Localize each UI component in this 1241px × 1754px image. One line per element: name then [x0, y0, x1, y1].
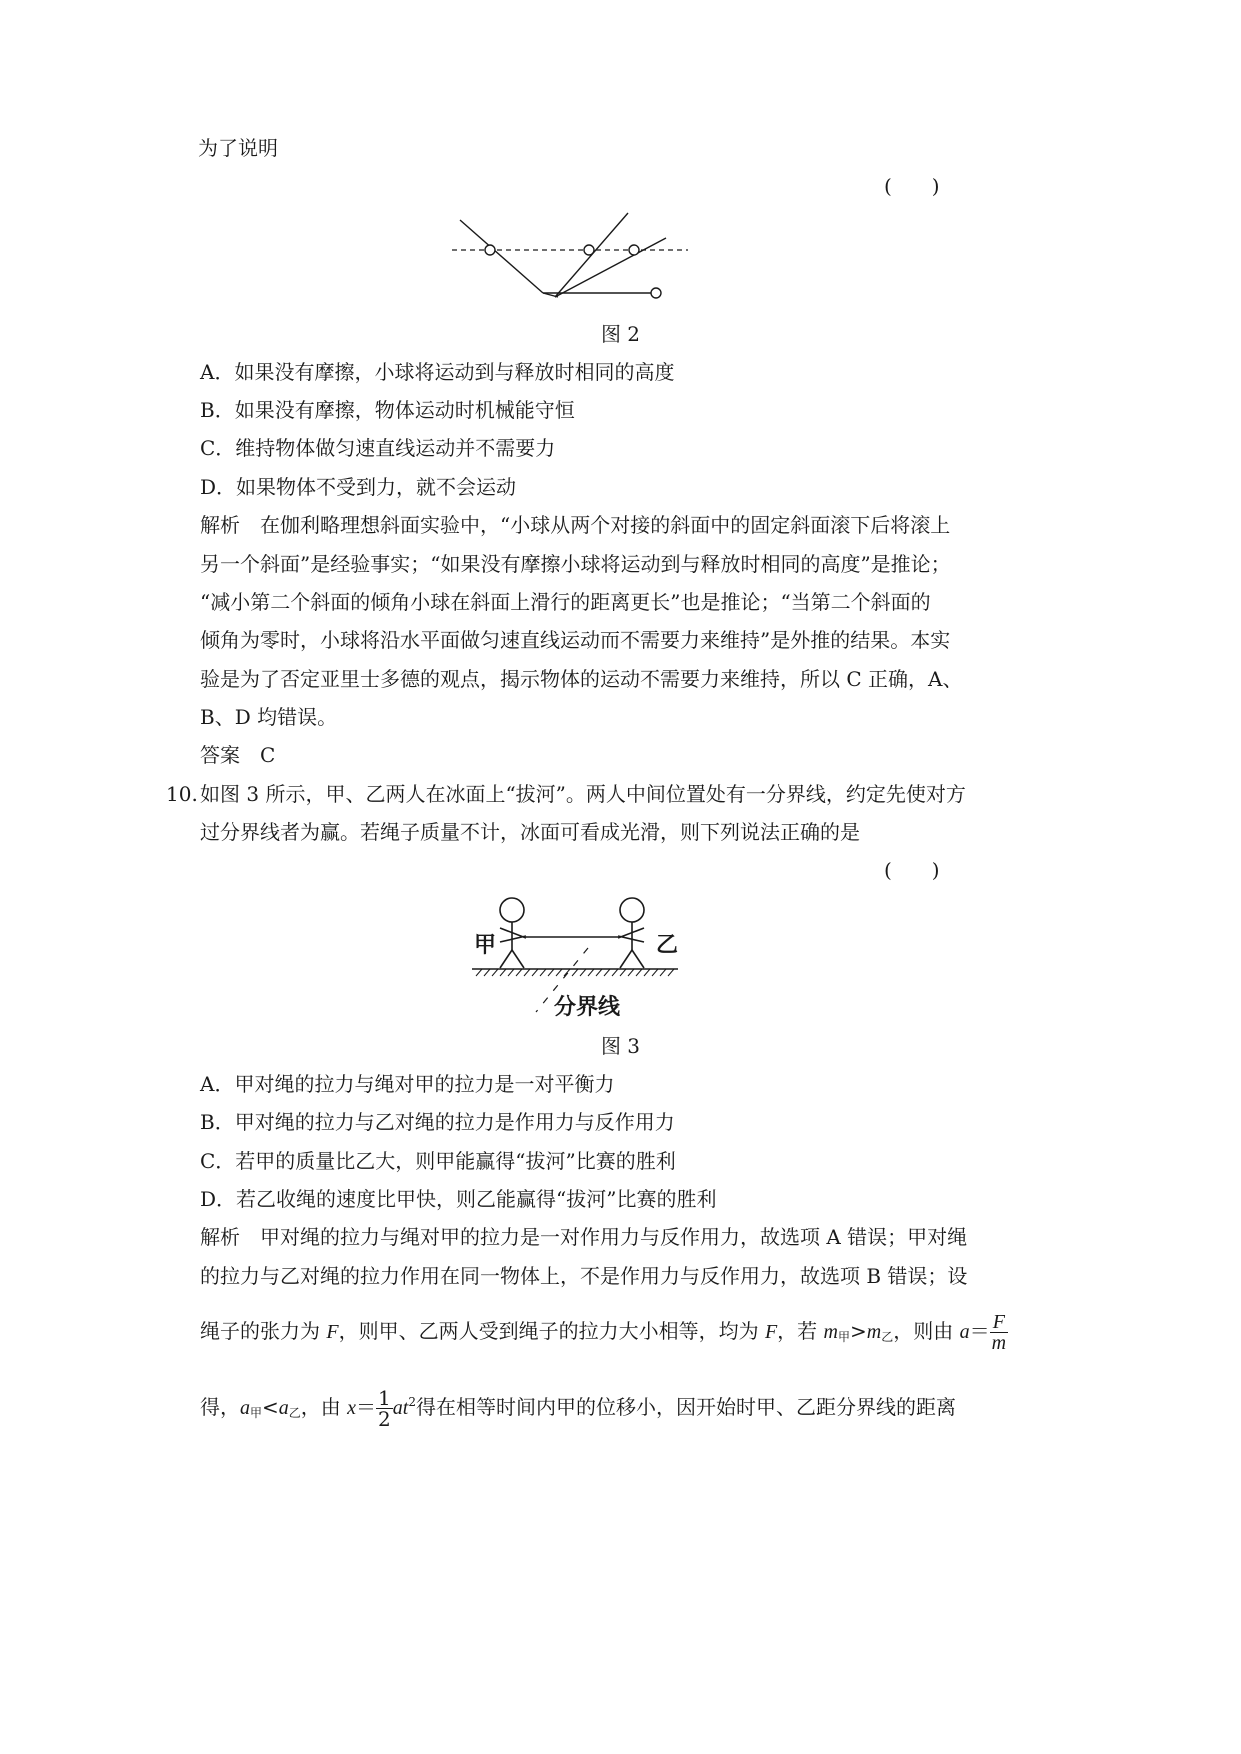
figure-2-caption: 图 2	[600, 322, 641, 346]
option-b: B．如果没有摩擦，物体运动时机械能守恒	[200, 398, 575, 422]
fraction	[376, 1388, 393, 1429]
analysis-line: 验是为了否定亚里士多德的观点，揭示物体的运动不需要力来维持，所以 C 正确，A、	[200, 667, 963, 691]
math-var: at	[392, 1397, 409, 1419]
fraction-denominator: m	[991, 1332, 1007, 1354]
math-var: F	[326, 1321, 339, 1343]
analysis-line: 倾角为零时，小球将沿水平面做匀速直线运动而不需要力来维持”是外推的结果。本实	[200, 628, 951, 652]
person-left-label: 甲	[474, 933, 497, 958]
question-stem-tail: 为了说明	[198, 136, 278, 160]
text-fragment: ，则由	[893, 1319, 960, 1343]
option-a: A．如果没有摩擦，小球将运动到与释放时相同的高度	[200, 360, 675, 384]
ball-left	[485, 245, 495, 255]
option-c: C．维持物体做匀速直线运动并不需要力	[200, 436, 556, 460]
answer-line: 答案 C	[200, 743, 276, 767]
figure-3-caption: 图 3	[600, 1034, 641, 1058]
person-right-label: 乙	[656, 933, 679, 958]
option-d: D．如果物体不受到力，就不会运动	[200, 475, 517, 499]
shallow-incline	[555, 238, 666, 297]
fraction-numerator: 1	[378, 1386, 391, 1410]
analysis-line-formula	[200, 1388, 956, 1429]
math-op: ＝	[356, 1395, 377, 1419]
fraction	[990, 1312, 1008, 1353]
divider-label: 分界线	[554, 995, 621, 1020]
analysis-line: B、D 均错误。	[200, 705, 338, 729]
text-fragment: 得在相等时间内甲的位移小，因开始时甲、乙距分界线的距离	[415, 1395, 956, 1419]
subscript: 乙	[288, 1406, 301, 1420]
person-left-head	[500, 898, 524, 922]
math-op: >	[849, 1319, 867, 1343]
option-a: A．甲对绳的拉力与绳对甲的拉力是一对平衡力	[200, 1072, 615, 1096]
option-b: B．甲对绳的拉力与乙对绳的拉力是作用力与反作用力	[200, 1110, 675, 1134]
analysis-line: 另一个斜面”是经验事实；“如果没有摩擦小球将运动到与释放时相同的高度”是推论；	[200, 552, 951, 576]
figure-2-inclined-planes	[440, 205, 700, 310]
math-var: m	[823, 1321, 838, 1343]
answer-parentheses: ( )	[884, 174, 940, 198]
ball-horizontal	[651, 288, 661, 298]
text-fragment: ，若	[777, 1319, 824, 1343]
option-d: D．若乙收绳的速度比甲快，则乙能赢得“拔河”比赛的胜利	[200, 1187, 717, 1211]
superscript: 2	[408, 1395, 416, 1409]
option-c: C．若甲的质量比乙大，则甲能赢得“拔河”比赛的胜利	[200, 1149, 676, 1173]
math-op: <	[262, 1395, 279, 1419]
figure-3-tug-of-war	[460, 890, 690, 1030]
text-fragment: 得，	[200, 1395, 240, 1419]
ball-steep	[584, 245, 594, 255]
answer-parentheses: ( )	[884, 858, 940, 882]
left-incline	[460, 220, 543, 293]
question-stem-line: 过分界线者为赢。若绳子质量不计，冰面可看成光滑，则下列说法正确的是	[200, 820, 860, 844]
analysis-line: 的拉力与乙对绳的拉力作用在同一物体上，不是作用力与反作用力，故选项 B 错误；设	[200, 1264, 968, 1288]
math-var: a	[278, 1397, 289, 1419]
analysis-line: “减小第二个斜面的倾角小球在斜面上滑行的距离更长”也是推论；“当第二个斜面的	[200, 590, 931, 614]
subscript: 甲	[837, 1330, 850, 1344]
math-var: a	[240, 1397, 250, 1419]
fraction-denominator: 2	[378, 1407, 391, 1431]
person-right-head	[620, 898, 644, 922]
analysis-line: 解析 甲对绳的拉力与绳对甲的拉力是一对作用力与反作用力，故选项 A 错误；甲对绳	[200, 1225, 968, 1249]
math-var: m	[866, 1321, 882, 1343]
analysis-line: 解析 在伽利略理想斜面实验中，“小球从两个对接的斜面中的固定斜面滚下后将滚上	[200, 513, 951, 537]
fraction-numerator: F	[990, 1312, 1008, 1333]
math-op: ＝	[969, 1319, 990, 1343]
math-var: x	[347, 1397, 357, 1419]
question-number: 10.	[166, 782, 198, 806]
analysis-line-formula	[200, 1312, 1008, 1353]
math-var: F	[764, 1321, 778, 1343]
text-fragment: 绳子的张力为	[200, 1319, 327, 1343]
question-stem-line: 如图 3 所示，甲、乙两人在冰面上“拔河”。两人中间位置处有一分界线，约定先使对方	[200, 782, 966, 806]
math-var: a	[959, 1321, 970, 1343]
ball-shallow	[629, 245, 639, 255]
subscript: 甲	[250, 1406, 263, 1420]
text-fragment: ，由	[300, 1395, 348, 1419]
subscript: 乙	[881, 1330, 894, 1344]
text-fragment: ，则甲、乙两人受到绳子的拉力大小相等，均为	[338, 1319, 765, 1343]
